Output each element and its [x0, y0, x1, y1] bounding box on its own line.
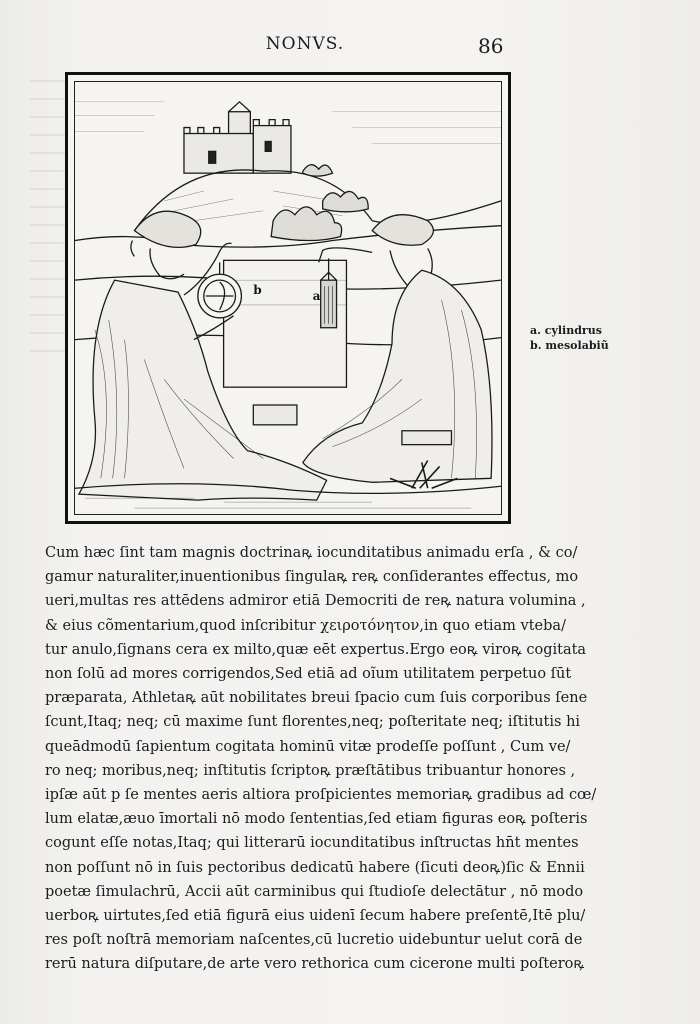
text-line: ipſæ aūt p ſe mentes aeris altiora proſpicientes memoriaꝶ gradibus ad cœ/	[45, 787, 597, 804]
text-line: queādmodū ſapientum cogitata hominū vitæ prodeſſe poſſunt , Cum ve/	[45, 738, 571, 755]
margin-note-cylinder: a. cylindrus	[530, 324, 602, 337]
text-line: non ſolū ad mores corrigendos,Sed etiā ad oĩum utilitatem perpetuo ſūt	[45, 666, 572, 683]
text-line: poetæ ſimulachrū, Accii aūt carminibus qui ſtudioſe delectātur , nō modo	[45, 883, 584, 900]
text-line: rerū natura diſputare,de arte vero rethorica cum cicerone multi poſteroꝶ	[45, 956, 585, 973]
figure-label-a: a	[312, 288, 321, 303]
text-line: cogunt eſſe notas,Itaq; qui litterarū iocunditatibus inſtructas hn̄t mentes	[45, 835, 579, 852]
page-number: 86	[478, 34, 504, 58]
text-line: uerboꝶ uirtutes,ſed etiā figurā eius uidenī ſecum habere preſentē,Itē plu/	[45, 908, 586, 925]
text-line: Cum hæc ſint tam magnis doctrinaꝶ iocunditatibus animadu erſa , & co/	[45, 545, 578, 561]
woodcut-scene	[74, 81, 502, 515]
text-line: ſcunt,Itaq; neq; cū maxime ſunt florentes,neq; poſteritate neq; iſtitutis hi	[45, 714, 581, 731]
text-line: gamur naturaliter,inuentionibus ſingulaꝶ reꝶ conſiderantes effectus, mo	[45, 569, 579, 586]
text-line: ro neq; moribus,neq; inſtitutis ſcriptoꝶ præſtātibus tribuantur honores ,	[45, 762, 576, 779]
margin-note-mesolabium: b. mesolabiũ	[530, 339, 609, 352]
text-line: non poſſunt nō in ſuis pectoribus dedicatū habere (ſicuti deoꝶ)ſic & Ennii	[45, 859, 585, 876]
text-line: ueri,multas res attēdens admiror etiā Democriti de reꝶ natura volumina ,	[45, 593, 586, 610]
text-line: lum elatæ,æuo īmortali nō modo ſententias,ſed etiam figuras eoꝶ poſteris	[45, 811, 588, 828]
text-line: præparata, Athletaꝶ aūt nobilitates breui ſpacio cum ſuis corporibus ſene	[45, 690, 588, 707]
show-through-text	[30, 80, 70, 360]
text-line: res poſt noſtrā memoriam naſcentes,cū lucretio uidebuntur uelut corā de	[45, 932, 583, 949]
woodcut-drawing	[75, 82, 501, 514]
figure-label-b: b	[253, 283, 262, 298]
text-line: tur anulo,ſignans cera ex milto,quæ eēt expertus.Ergo eoꝶ viroꝶ cogitata	[45, 641, 587, 658]
running-title: NONVS.	[265, 34, 345, 54]
text-line: & eius cõmentarium,quod inſcribitur χειροτόνητον,in quo etiam vteba/	[45, 617, 566, 634]
body-text-block	[45, 541, 597, 977]
marginal-note	[530, 323, 609, 353]
woodcut-illustration	[65, 72, 511, 524]
